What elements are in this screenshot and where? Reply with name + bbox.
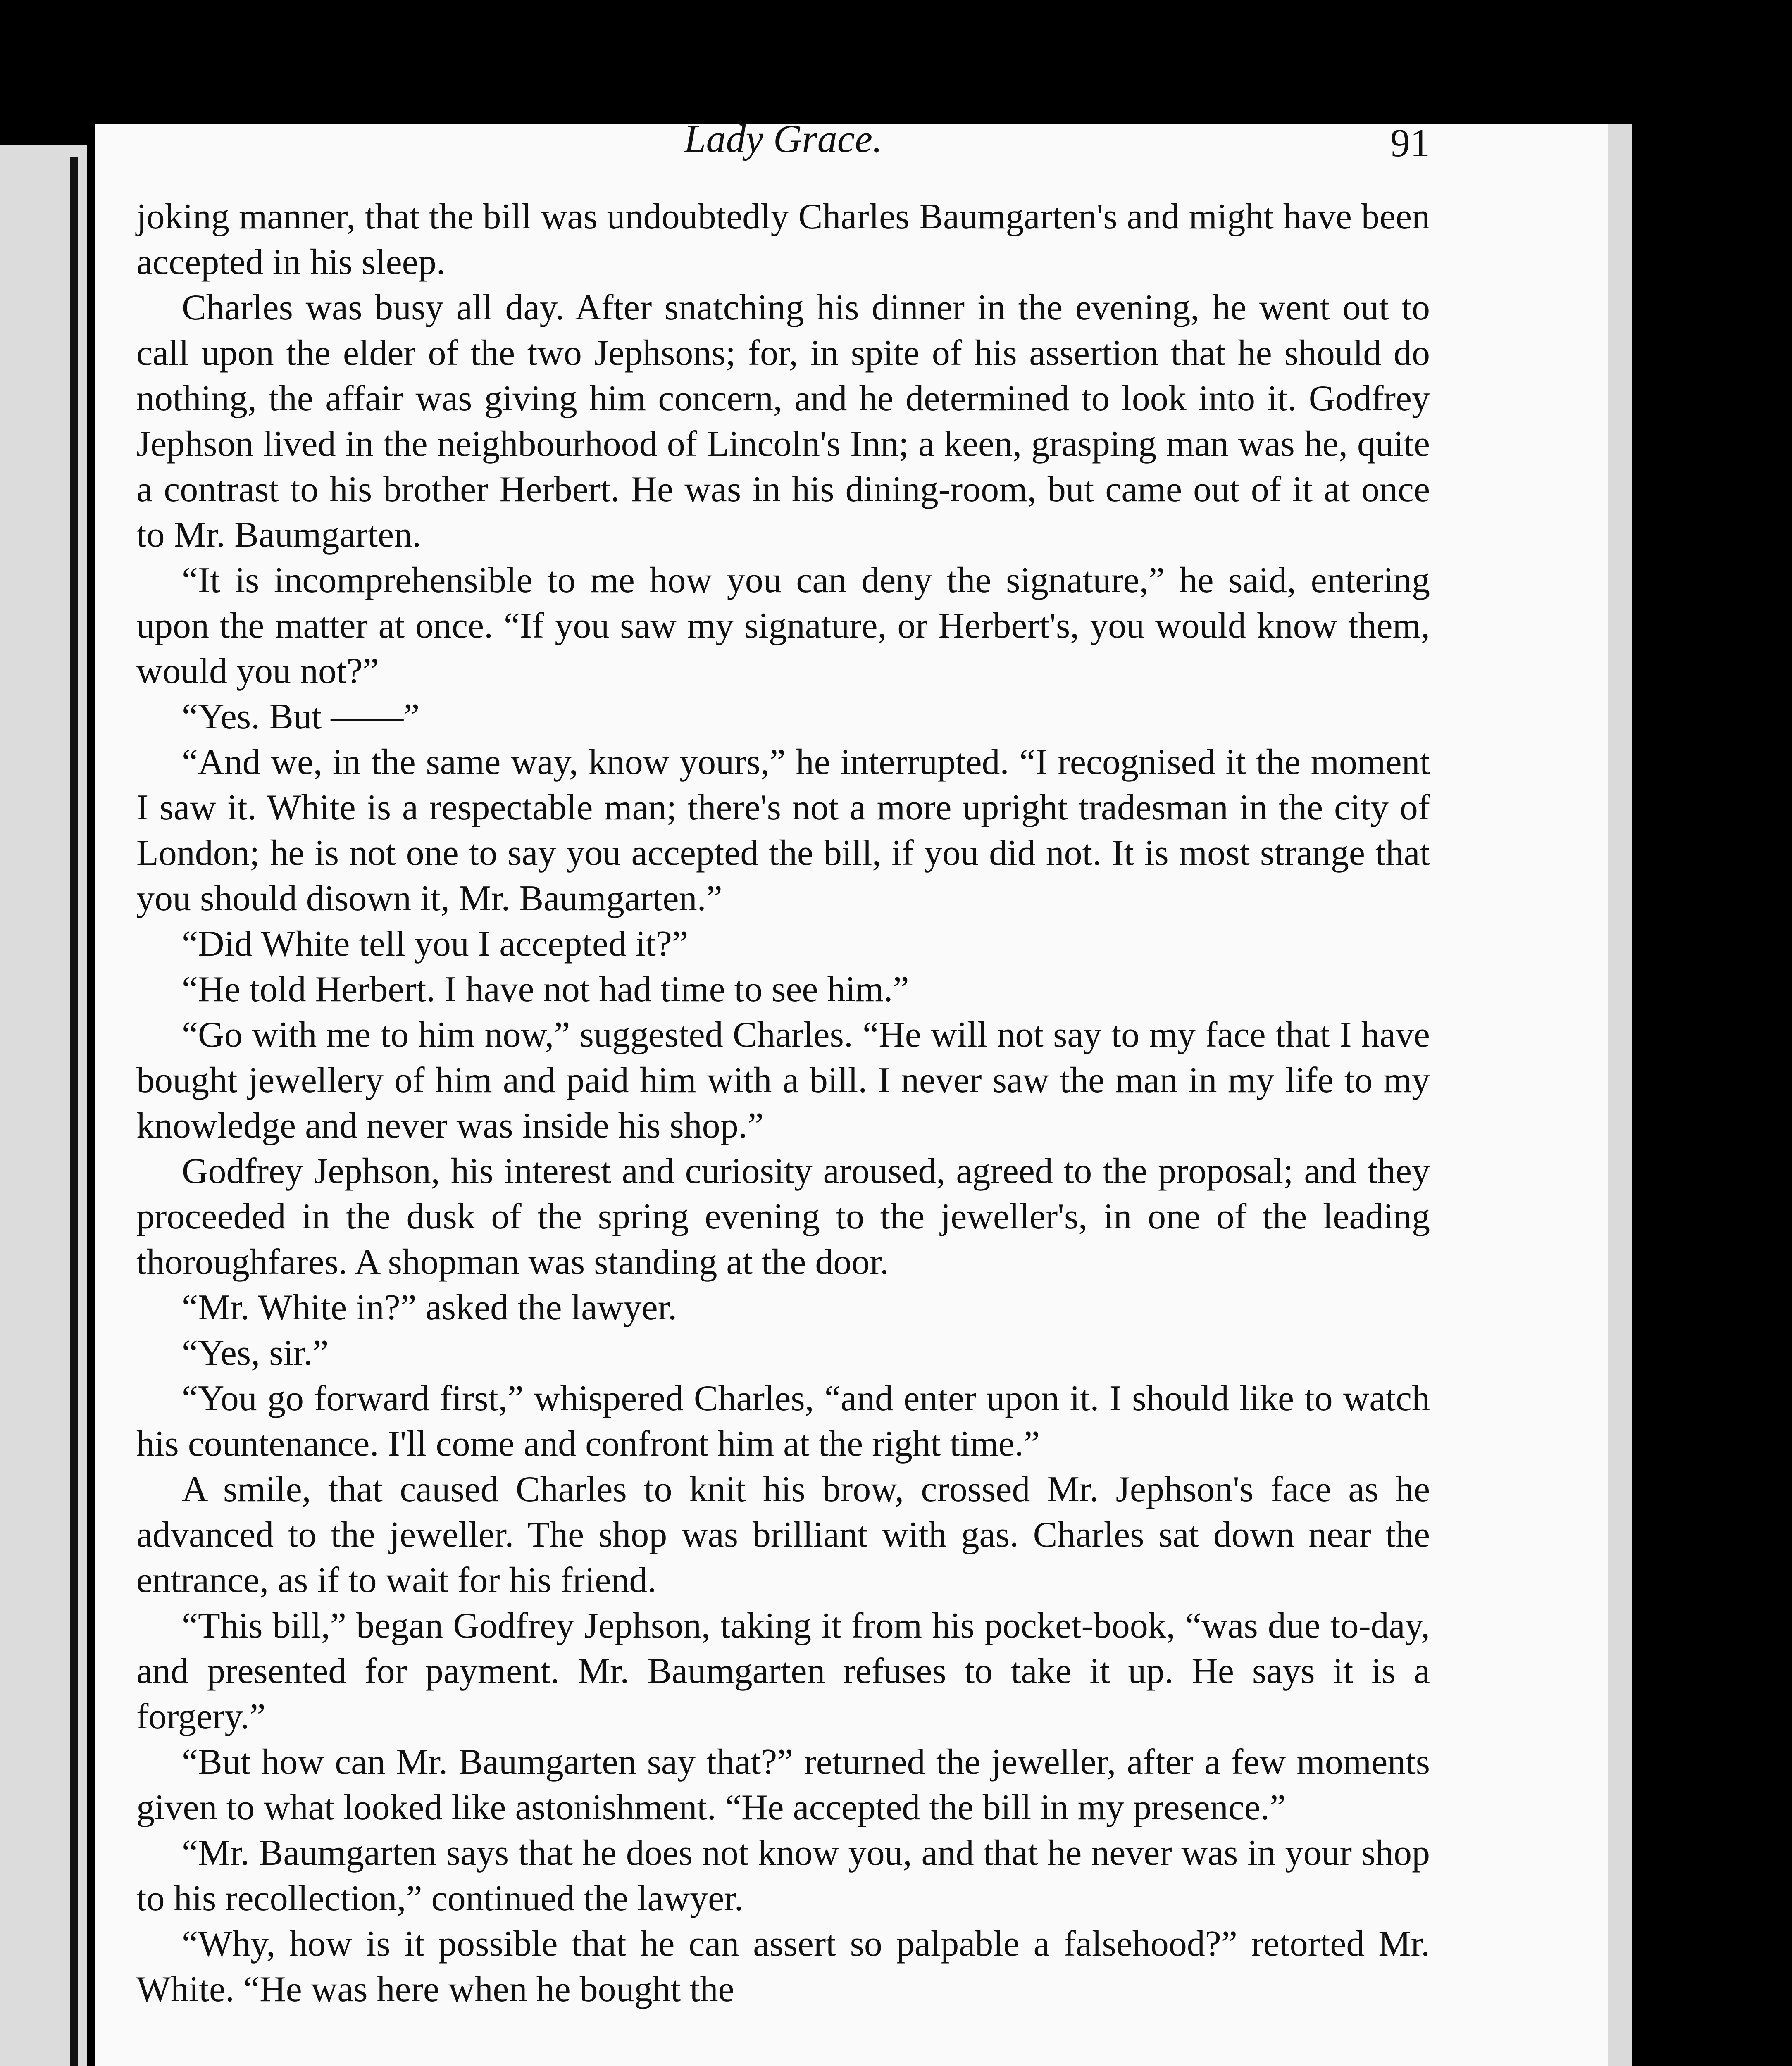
page-edge-shadow xyxy=(1608,124,1632,2066)
paragraph: “It is incomprehensible to me how you can deny the signature,” he said, entering upon the matter at once. “If you saw my signature, or Herbert's, you would know them, would you not?” xyxy=(136,560,1430,691)
binding-gutter xyxy=(70,157,78,2066)
paragraph: Godfrey Jephson, his interest and curiosity aroused, agreed to the proposal; and they proceeded in the dusk of the spring evening to the jeweller's, in one of the leading thoroughfares. A shopman was standing at the door. xyxy=(136,1151,1430,1282)
running-title: Lady Grace. xyxy=(684,117,882,161)
page-header xyxy=(136,103,1430,186)
page-number: 91 xyxy=(1390,121,1430,165)
paragraph: “Mr. Baumgarten says that he does not know you, and that he never was in your shop to his recollection,” continued the lawyer. xyxy=(136,1833,1430,1918)
paragraph: “Did White tell you I accepted it?” xyxy=(182,924,688,964)
paragraph: “You go forward first,” whispered Charles, “and enter upon it. I should like to watch his countenance. I'll come and confront him at the right time.” xyxy=(136,1378,1430,1464)
paragraph: Charles was busy all day. After snatching his dinner in the evening, he went out to call upon the elder of the two Jephsons; for, in spite of his assertion that he should do nothing, the affair was giving him concern, and he determined to look into it. Godfrey Jephson lived in the neighbourhood of Lincoln's Inn; a keen, grasping man was he, quite a contrast to his brother Herbert. He was in his dining-room, but came out of it at once to Mr. Baumgarten. xyxy=(136,288,1430,555)
paragraph: “Yes. But ——” xyxy=(182,697,420,737)
paragraph: A smile, that caused Charles to knit his brow, crossed Mr. Jephson's face as he advanced to the jeweller. The shop was brilliant with gas. Charles sat down near the entrance, as if to wait for his friend. xyxy=(136,1469,1430,1600)
paragraph: “Yes, sir.” xyxy=(182,1333,329,1373)
paragraph: “But how can Mr. Baumgarten say that?” returned the jeweller, after a few moments given to what looked like astonishment. “He accepted the bill in my presence.” xyxy=(136,1742,1430,1828)
paragraph: “He told Herbert. I have not had time to see him.” xyxy=(182,969,909,1009)
paragraph: “And we, in the same way, know yours,” he interrupted. “I recognised it the moment I saw it. White is a respectable man; there's not a more upright tradesman in the city of London; he is not one to say you accepted the bill, if you did not. It is most strange that you should disown it, Mr. Baumgarten.” xyxy=(136,742,1430,919)
paragraph: “Mr. White in?” asked the lawyer. xyxy=(182,1288,677,1328)
paragraph: “Why, how is it possible that he can assert so palpable a falsehood?” retorted Mr. White. “He was here when he bought the xyxy=(136,1924,1430,2009)
paragraph: “Go with me to him now,” suggested Charles. “He will not say to my face that I have bought jewellery of him and paid him with a bill. I never saw the man in my life to my knowledge and never was inside his shop.” xyxy=(136,1015,1430,1146)
body-text xyxy=(136,194,1430,2012)
paragraph: “This bill,” began Godfrey Jephson, taking it from his pocket-book, “was due to-day, and presented for payment. Mr. Baumgarten refuses to take it up. He says it is a forgery.” xyxy=(136,1606,1430,1737)
paragraph: joking manner, that the bill was undoubtedly Charles Baumgarten's and might have been accepted in his sleep. xyxy=(136,197,1430,282)
